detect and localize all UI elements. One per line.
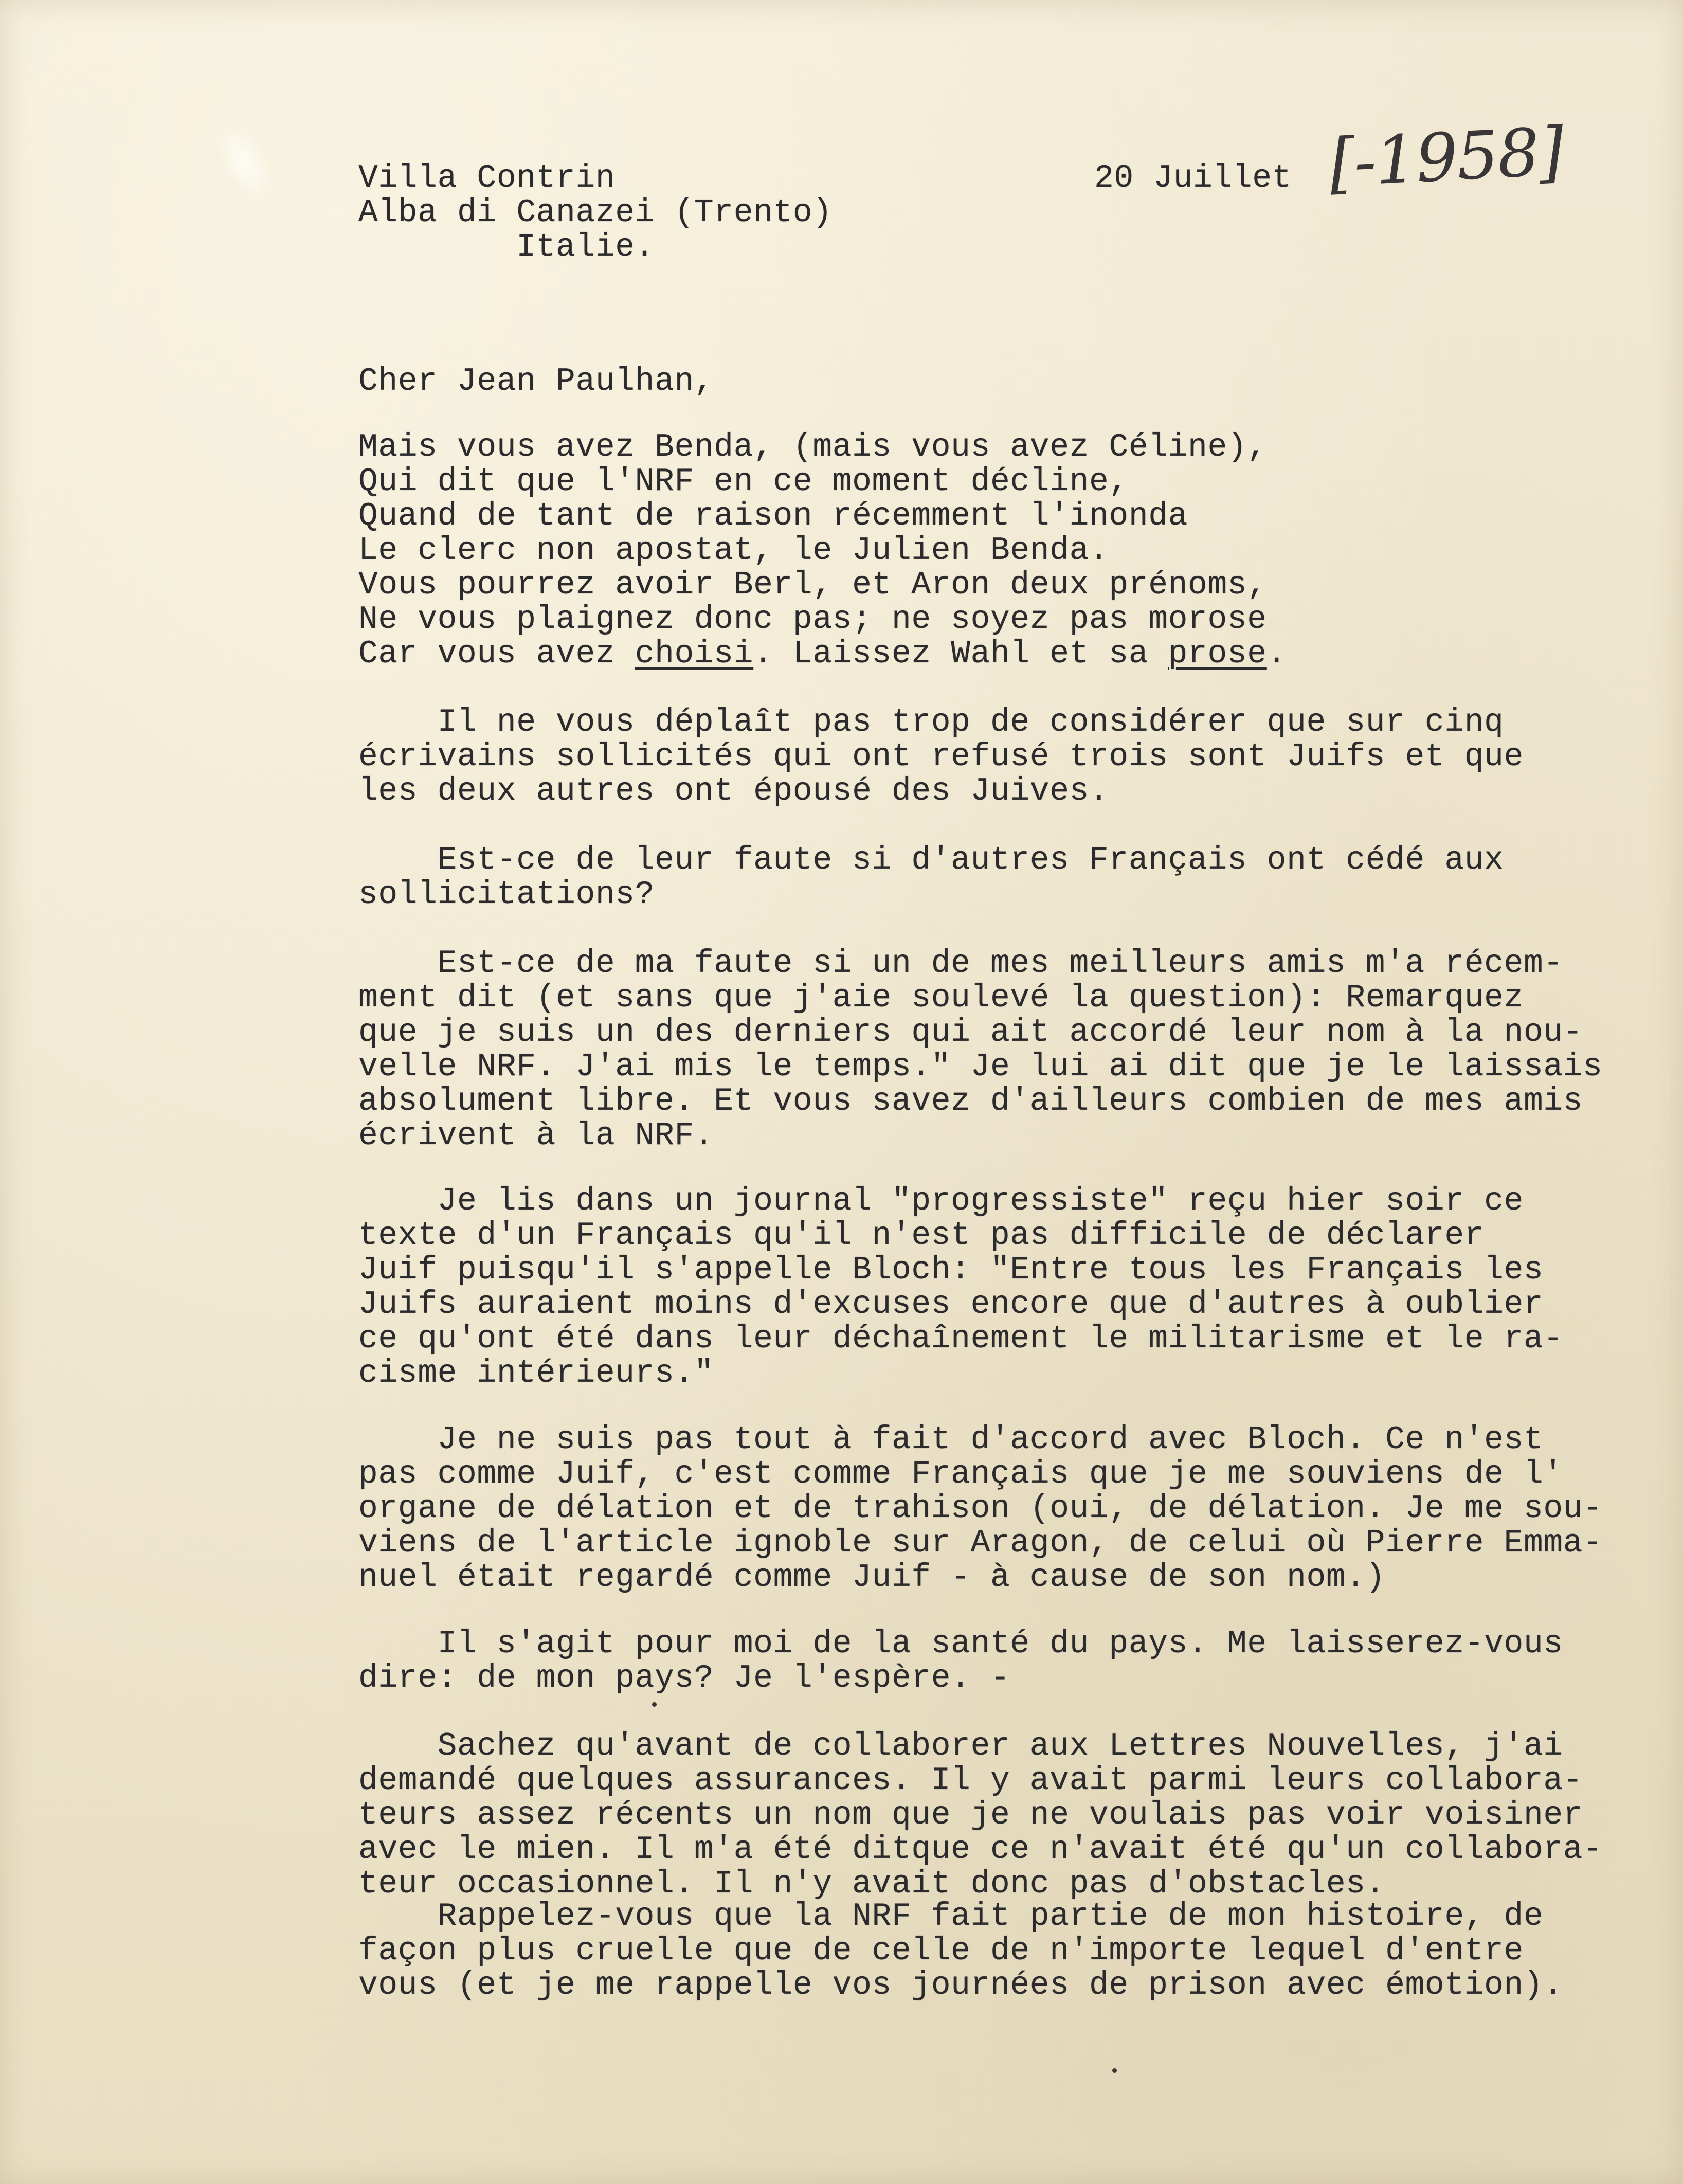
poem-stanza bbox=[358, 430, 1287, 671]
letter-date: 20 Juillet bbox=[1094, 160, 1292, 196]
body-paragraph: Il s'agit pour moi de la santé du pays. Me laisserez-vous dire: de mon pays? Je l'espère. - bbox=[358, 1626, 1563, 1696]
body-paragraph: Sachez qu'avant de collaborer aux Lettres Nouvelles, j'ai demandé quelques assurances. Il y avait parmi leurs collabora- teurs assez récents un nom que je ne voulais pas voir voisiner avec le mien. Il m'a été ditque ce n'avait été qu'un collabora- teur occasionnel. Il n'y avait donc pas d'obstacles. bbox=[358, 1728, 1603, 1902]
sender-address: Villa Contrin Alba di Canazei (Trento) Italie. bbox=[358, 160, 833, 265]
underlined-word: prose bbox=[1168, 636, 1267, 672]
paper-crease bbox=[205, 113, 283, 211]
underlined-word: choisi bbox=[635, 636, 754, 672]
body-paragraph: Je lis dans un journal "progressiste" reçu hier soir ce texte d'un Français qu'il n'est pas difficile de déclarer Juif puisqu'il s'appelle Bloch: "Entre tous les Français les Juifs auraient moins d'excuses encore que d'autres à oublier ce qu'ont été dans leur déchaînement le militarisme et le ra- cisme intérieurs." bbox=[358, 1183, 1563, 1392]
poem-line: Mais vous avez Benda, (mais vous avez Céline), bbox=[358, 429, 1267, 465]
poem-line-part: . bbox=[1266, 636, 1287, 672]
body-paragraph: Est-ce de ma faute si un de mes meilleurs amis m'a récem- ment dit (et sans que j'aie soulevé la question): Remarquez que je suis un des derniers qui ait accordé leur nom à la nou- velle NRF. J'ai mis le temps." Je lui ai dit que je le laissais absolument libre. Et vous savez d'ailleurs combien de mes amis écrivent à la NRF. bbox=[358, 945, 1603, 1154]
ink-speck bbox=[652, 1702, 657, 1707]
poem-line-part: Car vous avez bbox=[358, 636, 635, 672]
poem-line: Qui dit que l'NRF en ce moment décline, bbox=[358, 463, 1129, 500]
body-paragraph: Je ne suis pas tout à fait d'accord avec Bloch. Ce n'est pas comme Juif, c'est comme Français que je me souviens de l' organe de délation et de trahison (oui, de délation. Je me sou- viens de l'article ignoble sur Aragon, de celui où Pierre Emma- nuel était regardé comme Juif - à cause de son nom.) bbox=[358, 1421, 1603, 1596]
poem-line: Le clerc non apostat, le Julien Benda. bbox=[358, 532, 1109, 569]
poem-line-part: . Laissez Wahl et sa bbox=[753, 636, 1168, 672]
body-paragraph: Rappelez-vous que la NRF fait partie de mon histoire, de façon plus cruelle que de celle de n'importe lequel d'entre vous (et je me rappelle vos journées de prison avec émotion). bbox=[358, 1898, 1563, 2003]
salutation: Cher Jean Paulhan, bbox=[358, 363, 714, 400]
poem-line: Ne vous plaignez donc pas; ne soyez pas morose bbox=[358, 601, 1267, 638]
body-paragraph: Est-ce de leur faute si d'autres Français ont cédé aux sollicitations? bbox=[358, 842, 1504, 913]
poem-line: Vous pourrez avoir Berl, et Aron deux prénoms, bbox=[358, 567, 1267, 603]
body-paragraph: Il ne vous déplaît pas trop de considérer que sur cinq écrivains sollicités qui ont refusé trois sont Juifs et que les deux autres ont épousé des Juives. bbox=[358, 704, 1524, 809]
handwritten-date-annotation: [-1958] bbox=[1327, 113, 1565, 202]
ink-speck bbox=[1112, 2068, 1117, 2073]
poem-line: Quand de tant de raison récemment l'inonda bbox=[358, 498, 1188, 534]
